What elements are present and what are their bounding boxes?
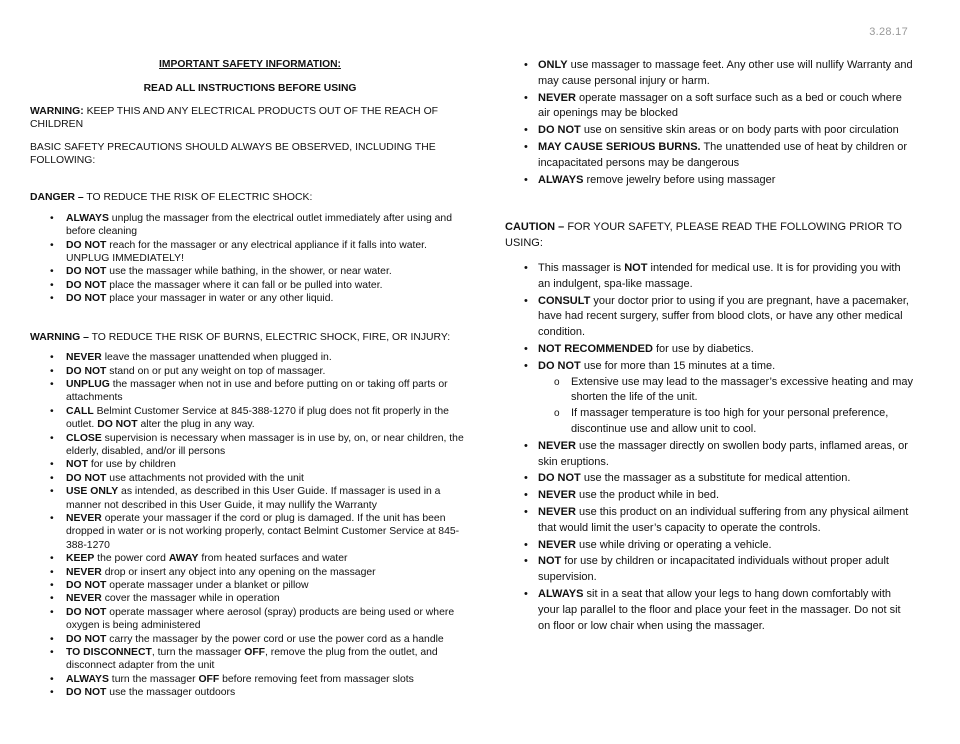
list-item: • DO NOT stand on or put any weight on top of massager. (30, 365, 470, 378)
list-item: • NEVER operate your massager if the cord or plug is damaged. If the unit has been dropped in water or is not working properly, contact Belmint Customer Service at 845-388-1270 (30, 512, 470, 552)
warning2-text: TO REDUCE THE RISK OF BURNS, ELECTRIC SHOCK, FIRE, OR INJURY: (88, 331, 451, 343)
list-item: • CALL Belmint Customer Service at 845-388-1270 if plug does not fit properly in the outlet. DO NOT alter the plug in any way. (30, 405, 470, 432)
list-item: • DO NOT use on sensitive skin areas or on body parts with poor circulation (505, 123, 915, 139)
left-column (30, 58, 470, 700)
list-item: • ALWAYS turn the massager OFF before removing feet from massager slots (30, 673, 470, 686)
list-item: • DO NOT use the massager outdoors (30, 686, 470, 699)
list-item: • NOT RECOMMENDED for use by diabetics. (505, 342, 915, 358)
list-item: • USE ONLY as intended, as described in this User Guide. If massager is used in a manner not described in this User Guide, it may nullify the Warranty (30, 485, 470, 512)
list-item: • NOT for use by children or incapacitated individuals without proper adult supervision. (505, 554, 915, 586)
list-item: • DO NOT use attachments not provided with the unit (30, 472, 470, 485)
warning-label: WARNING: (30, 105, 84, 117)
list-item: • NEVER drop or insert any object into any opening on the massager (30, 566, 470, 579)
list-item: • TO DISCONNECT, turn the massager OFF, remove the plug from the outlet, and disconnect adapter from the unit (30, 646, 470, 673)
sub-list (538, 375, 915, 438)
list-item: • KEEP the power cord AWAY from heated surfaces and water (30, 552, 470, 565)
list-item: • This massager is NOT intended for medical use. It is for providing you with an indulgent, spa-like massage. (505, 261, 915, 293)
list-item: • DO NOT carry the massager by the power cord or use the power cord as a handle (30, 633, 470, 646)
danger-label: DANGER – (30, 192, 84, 204)
list-item: • DO NOT use the massager while bathing, in the shower, or near water. (30, 265, 470, 278)
list-item: • NEVER operate massager on a soft surface such as a bed or couch where air openings may be blocked (505, 91, 915, 123)
caution-list (505, 261, 915, 438)
sub-list-item: o Extensive use may lead to the massager’s excessive heating and may shorten the life of the unit. (538, 375, 915, 407)
list-item: • CLOSE supervision is necessary when massager is in use by, on, or near children, the elderly, disabled, and/or ill persons (30, 432, 470, 459)
list-item: • NEVER use the product while in bed. (505, 488, 915, 504)
list-item: • ONLY use massager to massage feet. Any other use will nullify Warranty and may cause personal injury or harm. (505, 58, 915, 90)
list-item: • DO NOT place your massager in water or any other liquid. (30, 292, 470, 305)
list-item: • ALWAYS sit in a seat that allow your legs to hang down comfortably with your lap parallel to the floor and place your feet in the massager. Do not sit on floor or low chair when using the massager. (505, 587, 915, 634)
warning2-label: WARNING – (30, 331, 89, 343)
danger-heading (30, 191, 470, 204)
danger-text: TO REDUCE THE RISK OF ELECTRIC SHOCK: (83, 192, 313, 204)
list-item: • NEVER use this product on an individual suffering from any physical ailment that would limit the user’s capacity to operate the controls. (505, 505, 915, 537)
danger-list (30, 212, 470, 306)
list-item: • DO NOT operate massager where aerosol (spray) products are being used or where oxygen is being administered (30, 606, 470, 633)
top-list (505, 58, 915, 188)
list-item: • NEVER use while driving or operating a vehicle. (505, 538, 915, 554)
document-date: 3.28.17 (869, 26, 908, 38)
sub-list-item: o If massager temperature is too high for your personal preference, discontinue use and allow unit to cool. (538, 406, 915, 438)
warning-heading (30, 331, 470, 344)
list-item: • DO NOT reach for the massager or any electrical appliance if it falls into water. UNPLUG IMMEDIATELY! (30, 239, 470, 266)
list-item: • UNPLUG the massager when not in use and before putting on or taking off parts or attachments (30, 378, 470, 405)
document-title: IMPORTANT SAFETY INFORMATION: (159, 59, 341, 70)
warning-text: KEEP THIS AND ANY ELECTRICAL PRODUCTS OUT OF THE REACH OF CHILDREN (30, 105, 439, 131)
caution-text: FOR YOUR SAFETY, PLEASE READ THE FOLLOWING PRIOR TO USING: (505, 221, 902, 250)
caution-list-continued (505, 439, 915, 635)
basic-precautions: BASIC SAFETY PRECAUTIONS SHOULD ALWAYS BE OBSERVED, INCLUDING THE FOLLOWING: (30, 141, 436, 167)
list-item: • DO NOT use the massager as a substitute for medical attention. (505, 471, 915, 487)
warning-list (30, 351, 470, 700)
list-item: • MAY CAUSE SERIOUS BURNS. The unattended use of heat by children or incapacitated persons may be dangerous (505, 140, 915, 172)
list-item: • DO NOT operate massager under a blanket or pillow (30, 579, 470, 592)
warning-children (30, 105, 470, 132)
list-item: • NEVER cover the massager while in operation (30, 592, 470, 605)
caution-label: CAUTION – (505, 221, 565, 234)
caution-heading (505, 220, 915, 252)
list-item: • ALWAYS remove jewelry before using massager (505, 173, 915, 189)
list-item: • DO NOT use for more than 15 minutes at a time. o Extensive use may lead to the massager’s excessive heating and may shorten the life of the unit. o If massager temperature is too high for your personal preference, discontinue use and allow unit to cool. (505, 359, 915, 438)
document-subtitle: READ ALL INSTRUCTIONS BEFORE USING (143, 83, 357, 95)
list-item: • ALWAYS unplug the massager from the electrical outlet immediately after using and before cleaning (30, 212, 470, 239)
list-item: • NEVER use the massager directly on swollen body parts, inflamed areas, or skin eruptions. (505, 439, 915, 471)
right-column (505, 58, 915, 635)
list-item: • NOT for use by children (30, 458, 470, 471)
list-item: • DO NOT place the massager where it can fall or be pulled into water. (30, 279, 470, 292)
list-item: • CONSULT your doctor prior to using if you are pregnant, have a pacemaker, have had recent surgery, suffer from blood clots, or have any other medical condition. (505, 294, 915, 341)
list-item: • NEVER leave the massager unattended when plugged in. (30, 351, 470, 364)
